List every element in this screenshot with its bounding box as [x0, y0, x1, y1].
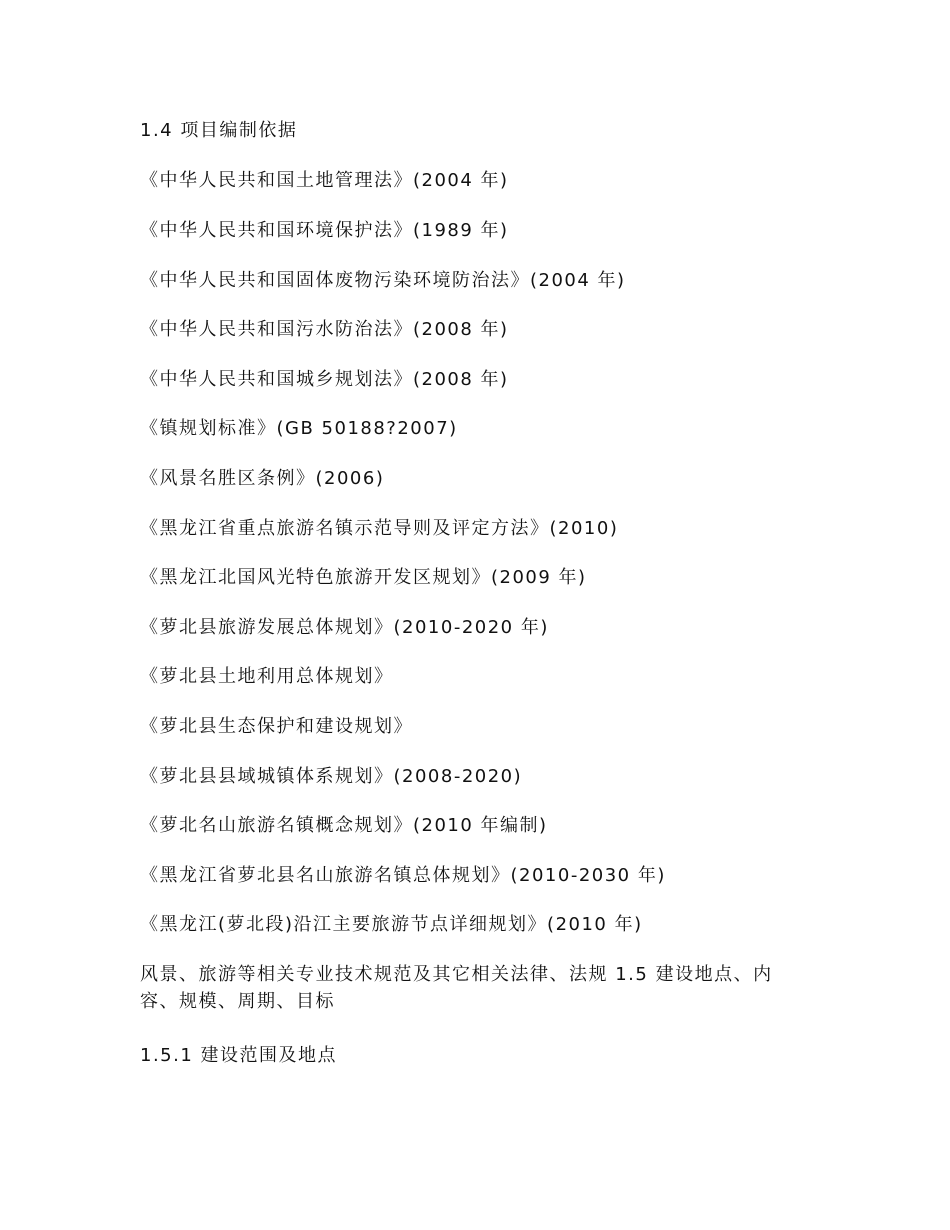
- reference-item: 《萝北名山旅游名镇概念规划》(2010 年编制): [140, 815, 548, 836]
- section-heading-1-5-1: 1.5.1 建设范围及地点: [140, 1045, 338, 1066]
- reference-item: 《黑龙江北国风光特色旅游开发区规划》(2009 年): [140, 567, 587, 588]
- reference-item: 《萝北县旅游发展总体规划》(2010-2020 年): [140, 617, 549, 638]
- reference-item: 《镇规划标准》(GB 50188?2007): [140, 418, 458, 439]
- reference-item: 《中华人民共和国土地管理法》(2004 年): [140, 170, 509, 191]
- reference-item: 《中华人民共和国污水防治法》(2008 年): [140, 319, 509, 340]
- section-heading-1-4: 1.4 项目编制依据: [140, 120, 298, 141]
- reference-item: 《黑龙江省重点旅游名镇示范导则及评定方法》(2010): [140, 518, 619, 539]
- closing-paragraph: 风景、旅游等相关专业技术规范及其它相关法律、法规 1.5 建设地点、内容、规模、周期、目标: [140, 964, 773, 1012]
- reference-item: 《萝北县土地利用总体规划》: [140, 666, 394, 687]
- reference-item: 《黑龙江省萝北县名山旅游名镇总体规划》(2010-2030 年): [140, 865, 666, 886]
- reference-item: 《中华人民共和国固体废物污染环境防治法》(2004 年): [140, 270, 626, 291]
- reference-item: 《风景名胜区条例》(2006): [140, 468, 385, 489]
- reference-item: 《黑龙江(萝北段)沿江主要旅游节点详细规划》(2010 年): [140, 914, 643, 935]
- reference-item: 《中华人民共和国环境保护法》(1989 年): [140, 220, 509, 241]
- reference-item: 《中华人民共和国城乡规划法》(2008 年): [140, 369, 509, 390]
- reference-item: 《萝北县生态保护和建设规划》: [140, 716, 413, 737]
- reference-item: 《萝北县县域城镇体系规划》(2008-2020): [140, 766, 523, 787]
